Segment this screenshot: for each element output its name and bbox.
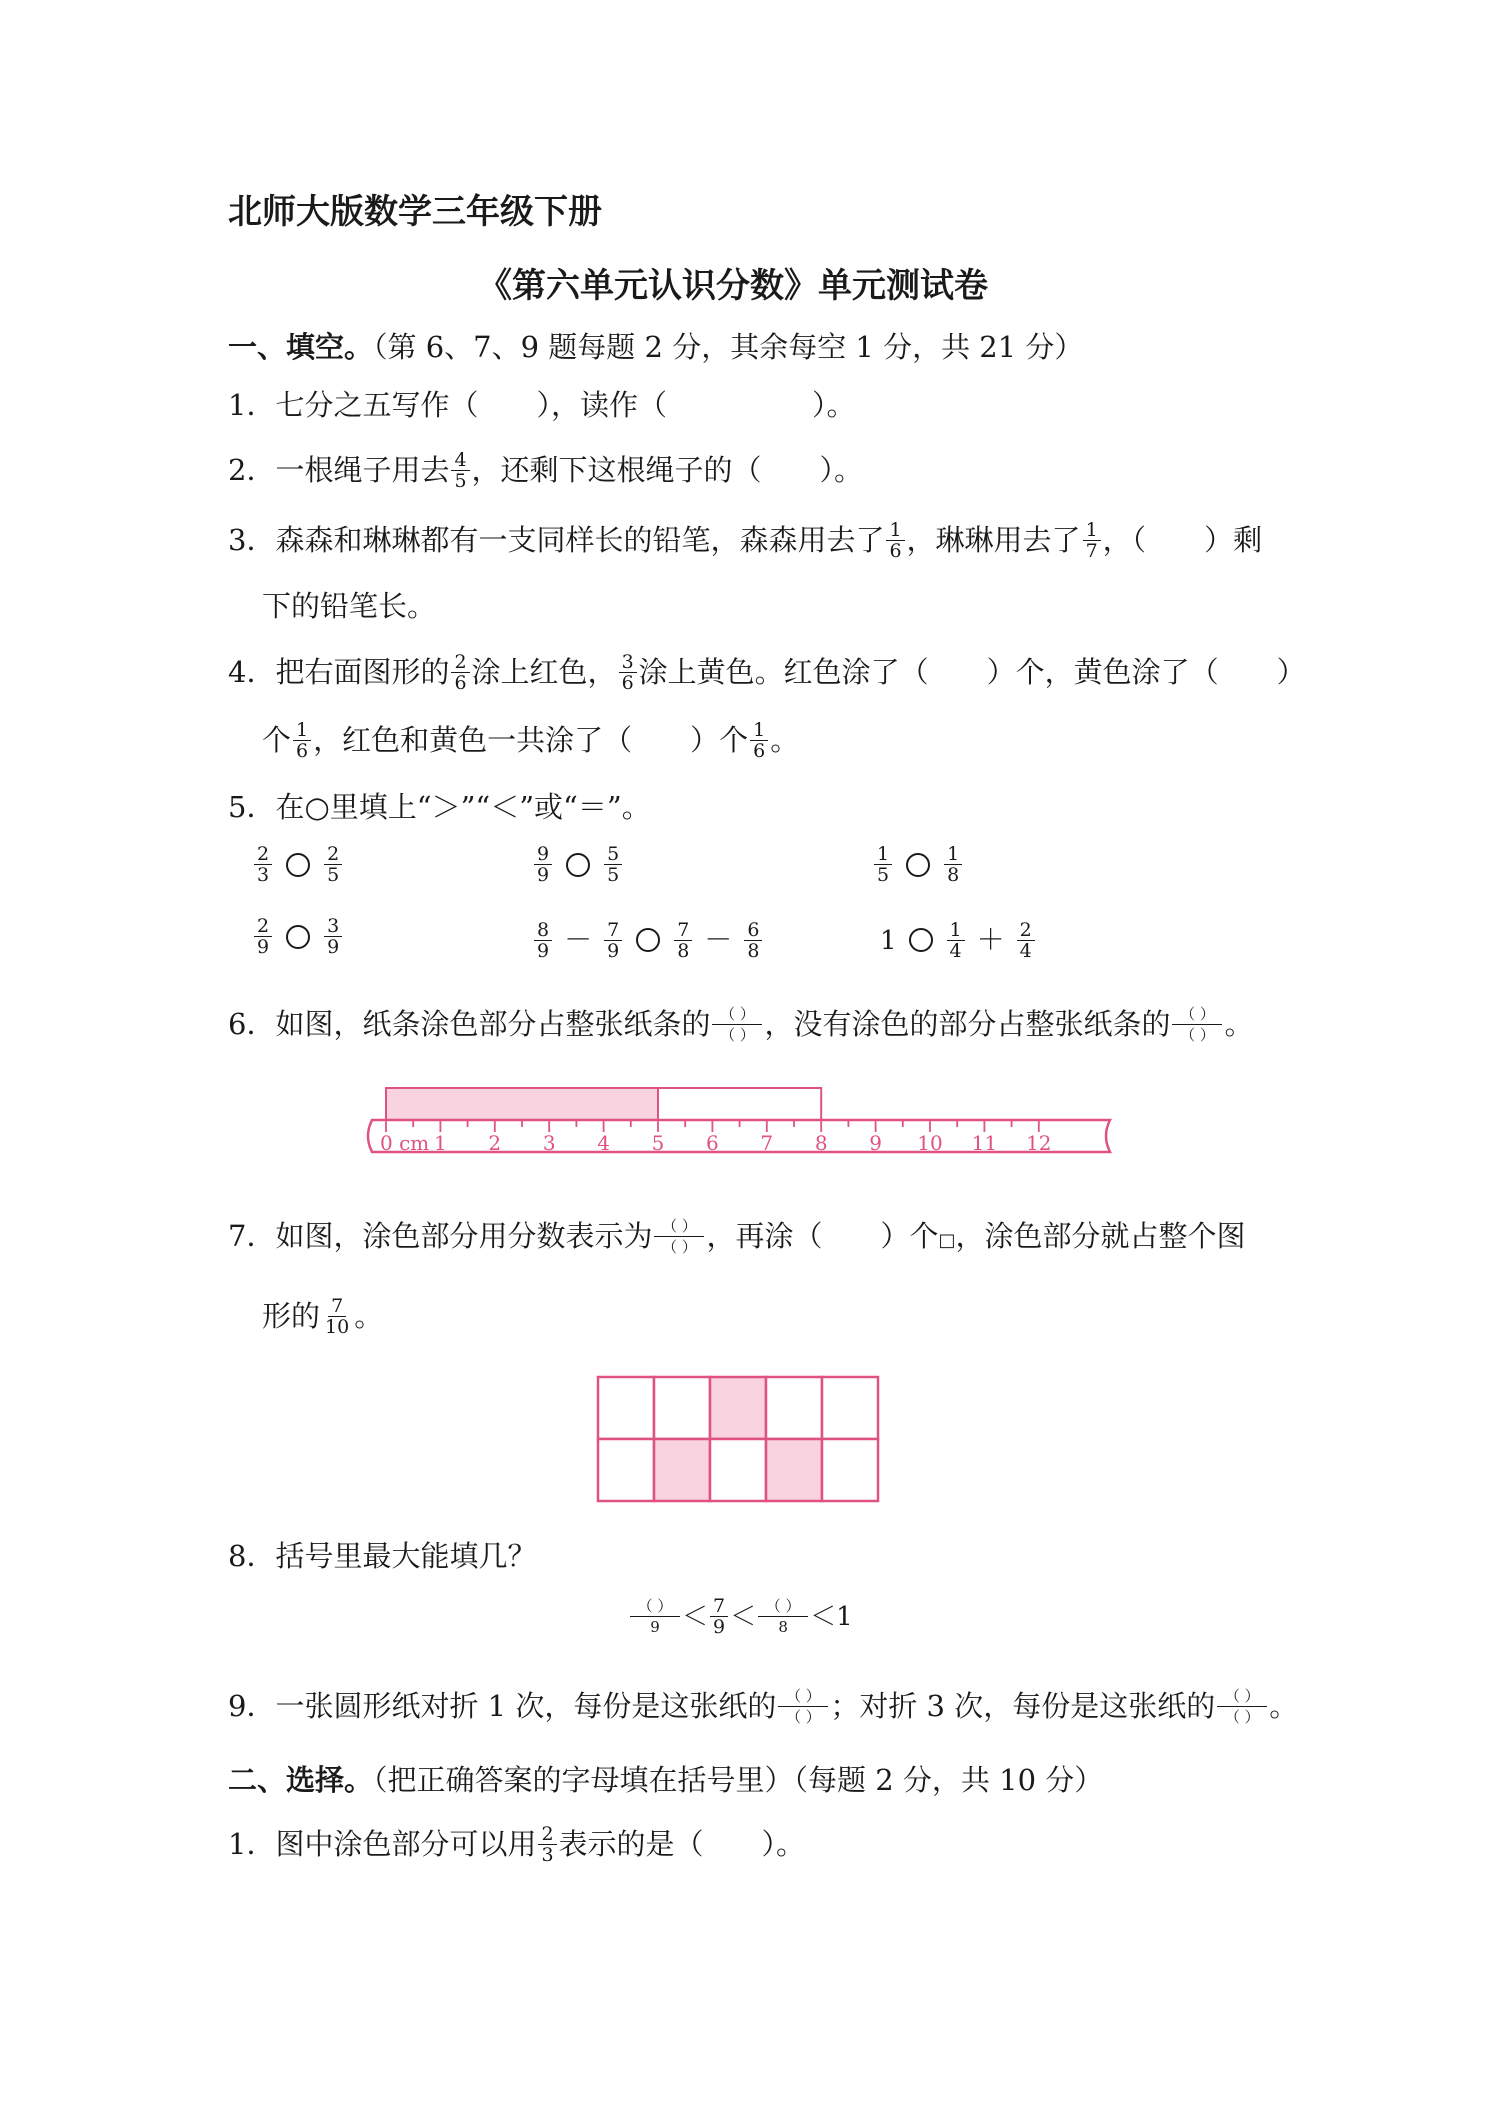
page-subtitle: 《第六单元认识分数》单元测试卷	[478, 266, 988, 306]
question-1: 1．七分之五写作（ ），读作（ ）。	[228, 388, 856, 422]
q4-fraction-d: $\frac{1}{6}$	[750, 720, 768, 761]
paper-strip-shaded	[386, 1088, 658, 1120]
question-3	[228, 520, 1262, 563]
question-3-line2: 下的铅笔长。	[262, 589, 437, 623]
q3-text-mid: ，琳琳用去了	[906, 523, 1081, 557]
grid-cell-shaded	[766, 1439, 822, 1501]
q3-fraction-b: $\frac{1}{7}$	[1083, 520, 1101, 561]
answer-blank-fraction[interactable]: $\frac{( )}{( )}$	[712, 1004, 762, 1045]
question-7: 7．如图，涂色部分用分数表示为 $\frac{( )}{( )}$ ，再涂（ ）个□，涂色部分就占整个图	[228, 1216, 1246, 1256]
q3-text: 3．森森和琳琳都有一支同样长的铅笔，森森用去了	[228, 523, 885, 557]
grid-cell	[598, 1439, 654, 1501]
q3-fraction-a: $\frac{1}{6}$	[886, 520, 904, 561]
section2-note: （把正确答案的字母填在括号里）（每题 2 分，共 10 分）	[373, 1763, 1104, 1797]
ruler-figure	[360, 1080, 1120, 1180]
compare-5: $\frac{8}{9}$ － $\frac{7}{9}$ $\frac{7}{8}$ － $\frac{6}{8}$	[532, 918, 764, 963]
ruler-label: 5	[651, 1131, 665, 1155]
answer-blank-fraction[interactable]: $\frac{( )}{( )}$	[1217, 1686, 1267, 1727]
section1-heading: 一、填空。	[228, 330, 374, 364]
grid-cell	[654, 1377, 710, 1439]
q4-text-mid: 涂上红色，	[471, 655, 617, 689]
grid-cell	[598, 1377, 654, 1439]
q2-text-end: ，还剩下这根绳子的（ ）。	[471, 453, 864, 487]
grid-cell-shaded	[654, 1439, 710, 1501]
compare-circle[interactable]	[286, 925, 310, 949]
page-title: 北师大版数学三年级下册	[228, 192, 602, 232]
q2-fraction: $\frac{4}{5}$	[451, 450, 469, 491]
section1-header	[228, 327, 1083, 367]
grid-cell	[710, 1439, 766, 1501]
compare-3: $\frac{1}{5}$ $\frac{1}{8}$	[872, 846, 964, 887]
q3-text-end: ，（ ）剩	[1102, 523, 1263, 557]
compare-1: $\frac{2}{3}$ $\frac{2}{5}$	[252, 846, 344, 887]
ruler-label: 6	[706, 1131, 719, 1155]
ruler-label: 8	[814, 1131, 828, 1155]
grid-cell-shaded	[710, 1377, 766, 1439]
compare-6: 1 $\frac{1}{4}$ ＋ $\frac{2}{4}$	[880, 918, 1037, 963]
q4-text: 4．把右面图形的	[228, 655, 450, 689]
grid-figure	[596, 1375, 886, 1507]
compare-circle[interactable]	[906, 853, 930, 877]
question-4-line2: 个 $\frac{1}{6}$ ，红色和黄色一共涂了（ ）个 $\frac{1}{6}$ 。	[262, 718, 800, 762]
section2-header	[228, 1760, 1103, 1800]
section2-question-1: 1．图中涂色部分可以用 $\frac{2}{3}$ 表示的是（ ）。	[228, 1822, 806, 1866]
q7-fraction: $\frac{7}{10}$	[325, 1294, 350, 1338]
ruler-label: 2	[488, 1131, 502, 1155]
question-6: 6．如图，纸条涂色部分占整张纸条的 $\frac{( )}{( )}$ ，没有涂色的部分占整张纸条的 $\frac{( )}{( )}$ 。	[228, 1004, 1254, 1044]
ruler-label: 4	[597, 1131, 610, 1155]
q2-text: 2．一根绳子用去	[228, 453, 450, 487]
grid-cell	[822, 1439, 878, 1501]
compare-circle[interactable]	[909, 928, 933, 952]
q4-fraction-c: $\frac{1}{6}$	[293, 720, 311, 761]
s2q1-fraction: $\frac{2}{3}$	[538, 1824, 556, 1865]
answer-blank-fraction[interactable]: $\frac{( )}{( )}$	[1172, 1004, 1222, 1045]
q4-fraction-b: $\frac{3}{6}$	[619, 652, 637, 693]
q4-fraction-a: $\frac{2}{6}$	[451, 652, 469, 693]
ruler-label: 1	[434, 1131, 447, 1155]
question-9: 9．一张圆形纸对折 1 次，每份是这张纸的 $\frac{( )}{( )}$ ；对折 3 次，每份是这张纸的 $\frac{( )}{( )}$ 。	[228, 1686, 1299, 1726]
compare-circle[interactable]	[636, 928, 660, 952]
question-8: 8．括号里最大能填几？	[228, 1539, 537, 1573]
section2-heading: 二、选择。	[228, 1763, 374, 1797]
question-5: 5．在○里填上“＞”“＜”或“＝”。	[228, 790, 651, 824]
section1-note: （第 6、7、9 题每题 2 分，其余每空 1 分，共 21 分）	[373, 330, 1084, 364]
answer-blank-fraction[interactable]: $\frac{( )}{8}$	[758, 1596, 808, 1637]
ruler-label: 9	[869, 1131, 882, 1155]
ruler-label: 11	[971, 1131, 998, 1155]
grid-cell	[766, 1377, 822, 1439]
question-7-line2: 形的 $\frac{7}{10}$ 。	[262, 1294, 384, 1338]
q4-text-end: 涂上黄色。红色涂了（ ）个，黄色涂了（ ）	[638, 655, 1306, 689]
ruler-label: 10	[917, 1131, 943, 1155]
question-4	[228, 652, 1306, 695]
ruler-label: 7	[760, 1131, 774, 1155]
compare-2: $\frac{9}{9}$ $\frac{5}{5}$	[532, 846, 624, 887]
answer-blank-fraction[interactable]: $\frac{( )}{9}$	[630, 1596, 680, 1637]
grid-cell	[822, 1377, 878, 1439]
compare-circle[interactable]	[286, 853, 310, 877]
ruler-label: 12	[1026, 1131, 1052, 1155]
answer-blank-fraction[interactable]: $\frac{( )}{( )}$	[654, 1216, 704, 1257]
compare-circle[interactable]	[566, 853, 590, 877]
question-2	[228, 450, 863, 493]
compare-4: $\frac{2}{9}$ $\frac{3}{9}$	[252, 918, 344, 959]
answer-blank-fraction[interactable]: $\frac{( )}{( )}$	[778, 1686, 828, 1727]
ruler-label: 0 cm	[380, 1131, 430, 1155]
q8-inequality: $\frac{( )}{9}$ ＜ $\frac{7}{9}$ ＜ $\frac{( )}{8}$ ＜1	[628, 1596, 853, 1639]
ruler-label: 3	[542, 1131, 556, 1155]
